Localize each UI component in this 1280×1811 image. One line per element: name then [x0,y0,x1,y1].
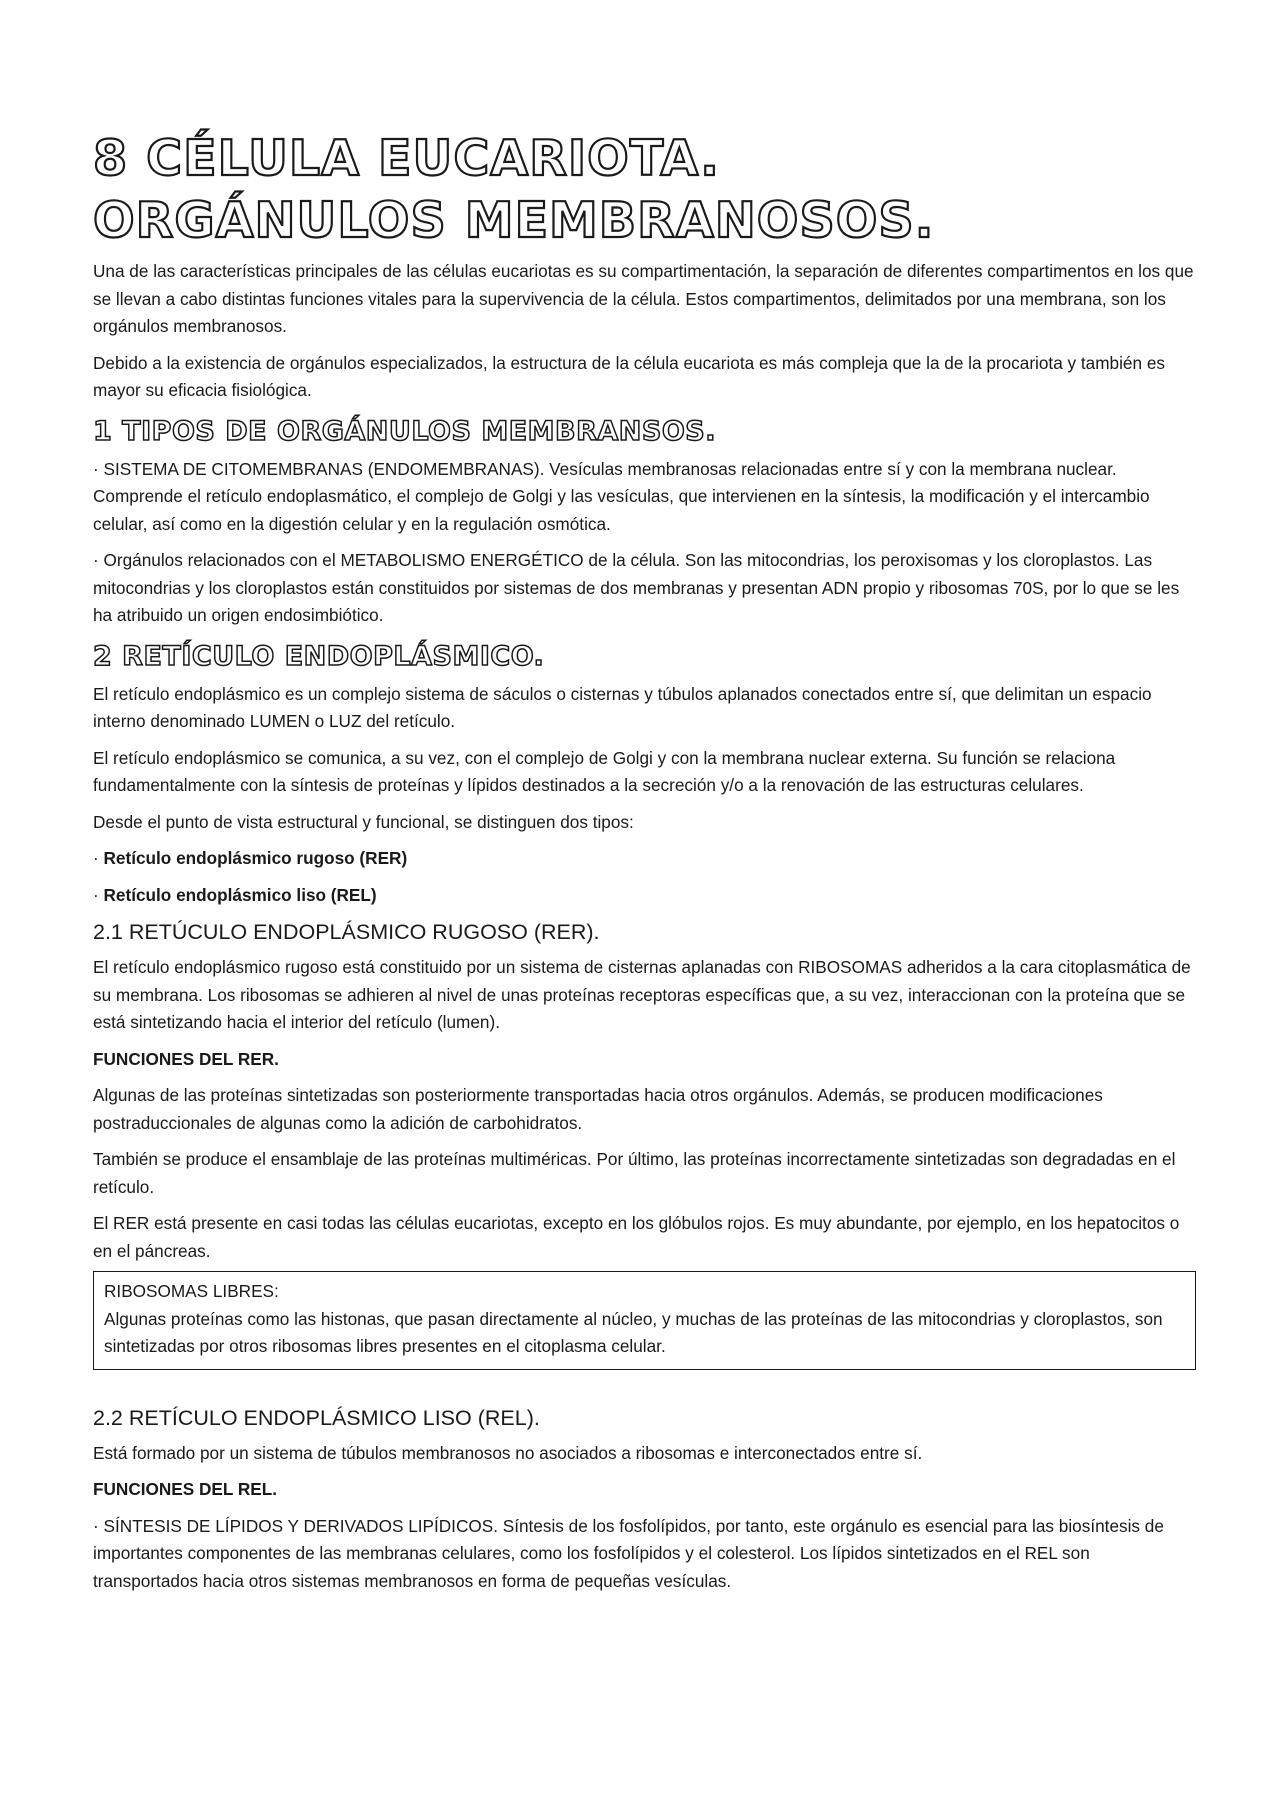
rer-function-paragraph: También se produce el ensamblaje de las proteínas multiméricas. Por último, las proteínas incorrectamente sintetizadas son degradadas en el retículo. [93,1149,1176,1197]
page-title-line-1: 8 CÉLULA EUCARIOTA. [93,130,720,187]
document-page [93,128,1196,1604]
type-label-rer: Retículo endoplásmico rugoso (RER) [103,848,408,868]
bullet: · [93,848,104,868]
section-2-2-paragraph: Está formado por un sistema de túbulos membranosos no asociados a ribosomas e interconectados entre sí. [93,1442,923,1463]
section-1-heading: 1 TIPOS DE ORGÁNULOS MEMBRANSOS. [93,415,716,447]
section-1-paragraph: · SISTEMA DE CITOMEMBRANAS (ENDOMEMBRANAS). Vesículas membranosas relacionadas entre sí y con la membrana nuclear. Comprende el retículo endoplasmático, el complejo de Golgi y las vesículas, que intervienen en la síntesis, la modificación y el intercambio celular, así como en la digestión celular y en la regulación osmótica. [93,458,1150,534]
type-item-rel [93,882,1196,910]
type-label-rel: Retículo endoplásmico liso (REL) [103,884,377,905]
section-2-heading: 2 RETÍCULO ENDOPLÁSMICO. [93,640,545,672]
bullet: · [93,884,104,905]
section-2-paragraph: El retículo endoplásmico se comunica, a su vez, con el complejo de Golgi y con la membrana nuclear externa. Su función se relaciona fundamentalmente con la síntesis de proteínas y lípidos destinados a la secreción y/o a la renovación de las estructuras celulares. [93,747,1116,795]
section-2-1-heading: 2.1 RETÚCULO ENDOPLÁSMICO RUGOSO (RER). [93,920,600,944]
intro-paragraph: Una de las características principales de las células eucariotas es su compartimentación, la separación de diferentes compartimentos en los que se llevan a cabo distintas funciones vitales para la supervivencia de la célula. Estos compartimentos, delimitados por una membrana, son los orgánulos membranosos. [93,261,1194,336]
box-title: RIBOSOMAS LIBRES: [104,1281,279,1301]
free-ribosomes-box [93,1271,1196,1370]
section-2-paragraph: Desde el punto de vista estructural y funcional, se distinguen dos tipos: [93,811,634,832]
rel-function-paragraph: · SÍNTESIS DE LÍPIDOS Y DERIVADOS LIPÍDICOS. Síntesis de los fosfolípidos, por tanto, este orgánulo es esencial para las biosíntesis de importantes componentes de las membranas celulares, como los fosfolípidos y el colesterol. Los lípidos sintetizados en el REL son transportados hacia otros sistemas membranosos en forma de pequeñas vesículas. [93,1515,1164,1591]
section-2-2-heading: 2.2 RETÍCULO ENDOPLÁSMICO LISO (REL). [93,1405,540,1430]
type-item-rer [93,845,1196,873]
section-2-paragraph: El retículo endoplásmico es un complejo sistema de sáculos o cisternas y túbulos aplanados conectados entre sí, que delimitan un espacio interno denominado LUMEN o LUZ del retículo. [93,683,1152,731]
rel-functions-heading: FUNCIONES DEL REL. [93,1479,277,1499]
rer-function-paragraph: Algunas de las proteínas sintetizadas son posteriormente transportadas hacia otros orgánulos. Además, se producen modificaciones postraduccionales de algunas como la adición de carbohidratos. [93,1085,1103,1133]
box-text: Algunas proteínas como las histonas, que pasan directamente al núcleo, y muchas de las proteínas de las mitocondrias y cloroplastos, son sintetizadas por otros ribosomas libres presentes en el citoplasma celular. [104,1308,1163,1356]
rer-functions-heading: FUNCIONES DEL RER. [93,1048,279,1069]
section-2-1-paragraph: El retículo endoplásmico rugoso está constituido por un sistema de cisternas aplanadas con RIBOSOMAS adheridos a la cara citoplasmática de su membrana. Los ribosomas se adhieren al nivel de unas proteínas receptoras específicas que, a su vez, interaccionan con la proteína que se está sintetizando hacia el interior del retículo (lumen). [93,957,1191,1032]
intro-paragraph: Debido a la existencia de orgánulos especializados, la estructura de la célula eucariota es más compleja que la de la procariota y también es mayor su eficacia fisiológica. [93,352,1165,400]
rer-function-paragraph: El RER está presente en casi todas las células eucariotas, excepto en los glóbulos rojos. Es muy abundante, por ejemplo, en los hepatocitos o en el páncreas. [93,1213,1180,1261]
section-1-paragraph: · Orgánulos relacionados con el METABOLISMO ENERGÉTICO de la célula. Son las mitocondrias, los peroxisomas y los cloroplastos. Las mitocondrias y los cloroplastos están constituidos por sistemas de dos membranas y presentan ADN propio y ribosomas 70S, por lo que se les ha atribuido un origen endosimbiótico. [93,550,1180,625]
page-title-line-2: ORGÁNULOS MEMBRANOSOS. [93,192,935,249]
